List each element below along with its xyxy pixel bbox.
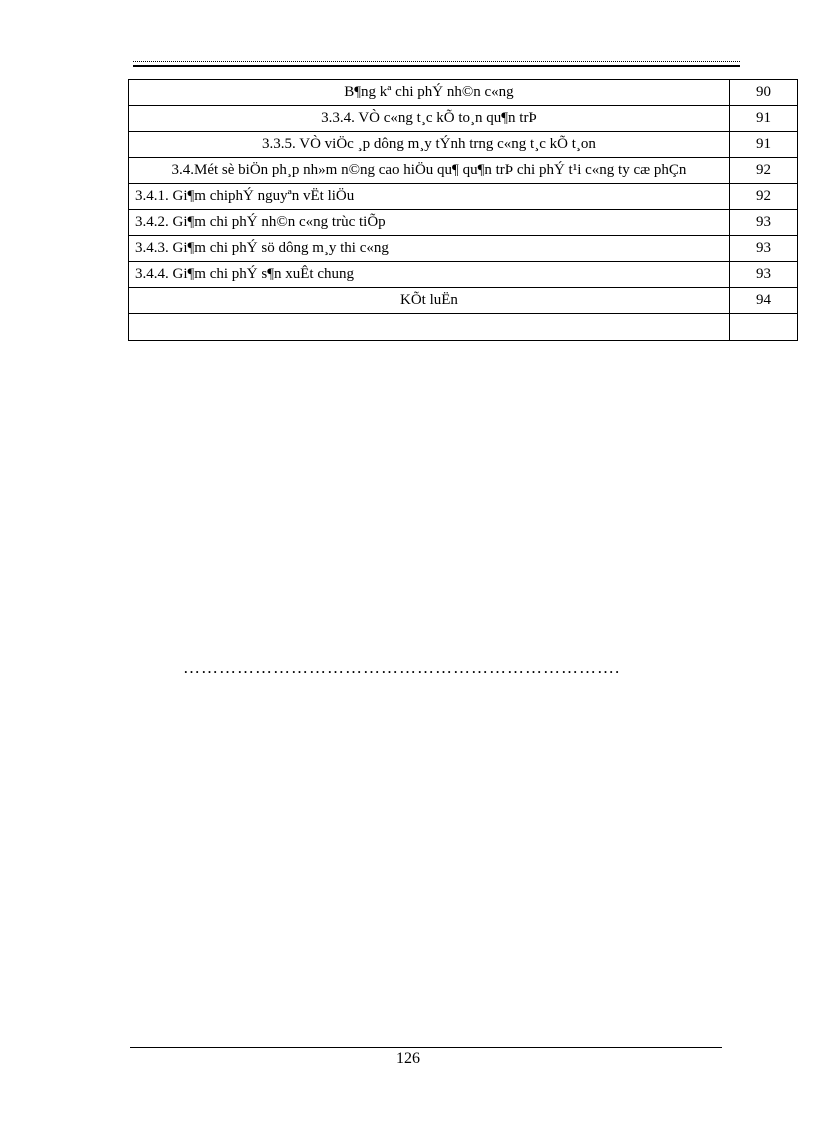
table-row <box>129 288 798 314</box>
table-row <box>129 262 798 288</box>
table-row <box>129 106 798 132</box>
toc-entry-page <box>729 314 797 341</box>
toc-entry-page: 90 <box>729 80 797 106</box>
header-rule <box>133 61 740 67</box>
footer-rule <box>130 1047 722 1048</box>
toc-entry-title: 3.4.4. Gi¶m chi phÝ s¶n xuÊt chung <box>129 262 730 288</box>
toc-entry-page: 94 <box>729 288 797 314</box>
toc-entry-page: 93 <box>729 236 797 262</box>
table-row <box>129 80 798 106</box>
toc-entry-title: 3.3.5. VÒ viÖc ¸p dông m¸y tÝnh trng c«ng t¸c kÕ t¸on <box>129 132 730 158</box>
table-row <box>129 184 798 210</box>
toc-entry-title: 3.4.1. Gi¶m chiphÝ nguyªn vËt liÖu <box>129 184 730 210</box>
toc-entry-page: 91 <box>729 106 797 132</box>
table-of-contents <box>128 79 798 341</box>
table-row <box>129 158 798 184</box>
toc-entry-page: 92 <box>729 158 797 184</box>
table-row <box>129 236 798 262</box>
toc-entry-title: 3.4.Mét sè biÖn ph¸p nh»m n©ng cao hiÖu qu¶ qu¶n trÞ chi phÝ t¹i c«ng ty cæ phÇn <box>129 158 730 184</box>
toc-entry-title: B¶ng kª chi phÝ nh©n c«ng <box>129 80 730 106</box>
toc-entry-page: 92 <box>729 184 797 210</box>
toc-entry-page: 93 <box>729 262 797 288</box>
table-row <box>129 132 798 158</box>
dotted-separator: ………………………………………………………………. <box>183 658 621 677</box>
toc-entry-title: 3.4.3. Gi¶m chi phÝ sö dông m¸y thi c«ng <box>129 236 730 262</box>
toc-entry-page: 91 <box>729 132 797 158</box>
toc-entry-title: 3.3.4. VÒ c«ng t¸c kÕ to¸n qu¶n trÞ <box>129 106 730 132</box>
table-row <box>129 210 798 236</box>
table-row <box>129 314 798 341</box>
page-number: 126 <box>396 1050 420 1067</box>
toc-entry-page: 93 <box>729 210 797 236</box>
toc-entry-title: KÕt luËn <box>129 288 730 314</box>
toc-entry-title: 3.4.2. Gi¶m chi phÝ nh©n c«ng trùc tiÕp <box>129 210 730 236</box>
toc-entry-title <box>129 314 730 341</box>
